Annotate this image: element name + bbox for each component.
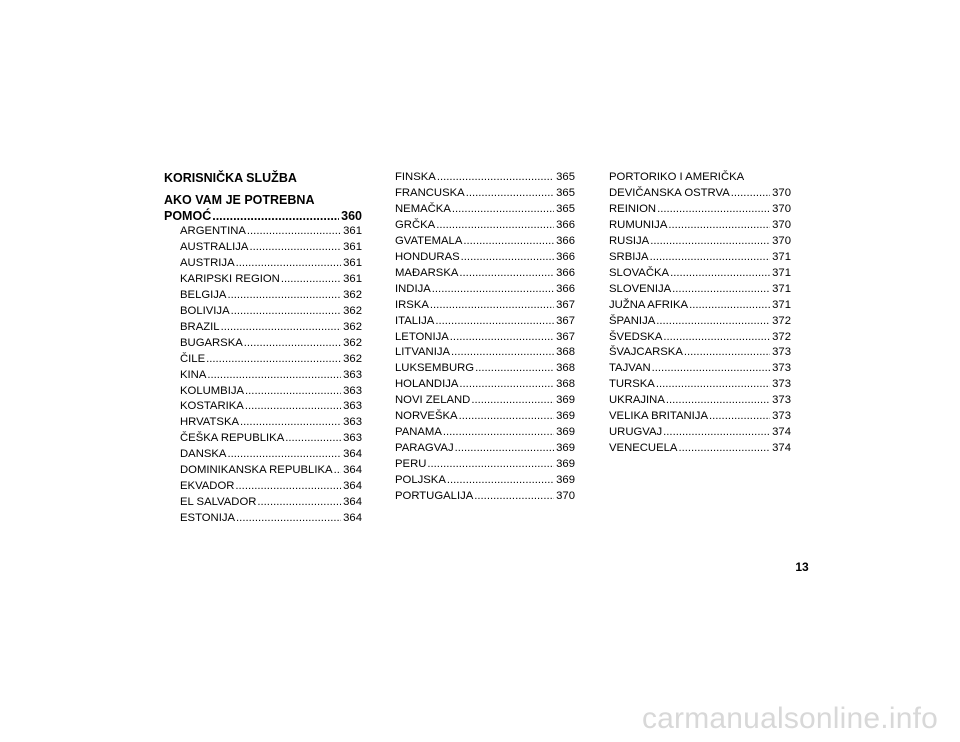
toc-entry[interactable]: [395, 361, 575, 377]
dot-leader: [663, 330, 770, 346]
toc-entry-page: 371: [772, 282, 791, 295]
toc-entry[interactable]: [164, 352, 362, 368]
toc-entry-page: 373: [772, 378, 791, 391]
toc-entry[interactable]: [395, 330, 575, 346]
toc-entry-name: KOSTARIKA: [180, 400, 244, 413]
toc-entry-page: 370: [772, 234, 791, 247]
toc-entry[interactable]: [395, 282, 575, 298]
toc-entry-page: 362: [343, 336, 362, 349]
toc-entry-page: 364: [343, 464, 362, 477]
dot-leader: [257, 495, 341, 511]
country-list-2: [395, 170, 575, 505]
toc-entry-name: KARIPSKI REGION: [180, 272, 280, 285]
toc-entry-page: 363: [343, 432, 362, 445]
toc-entry-page: 366: [556, 266, 575, 279]
subsection-entry-name: POMOĆ: [164, 209, 212, 223]
toc-entry-page: 364: [343, 480, 362, 493]
toc-entry-name: TURSKA: [609, 378, 655, 391]
dot-leader: [731, 186, 770, 202]
dot-leader: [668, 218, 770, 234]
dot-leader: [459, 266, 554, 282]
toc-entry-page: 362: [343, 288, 362, 301]
toc-entry[interactable]: [609, 330, 791, 346]
toc-entry-name: DEVIČANSKA OSTRVA: [609, 186, 730, 199]
toc-entry[interactable]: [395, 377, 575, 393]
dot-leader: [466, 186, 554, 202]
toc-entry-name: POLJSKA: [395, 474, 446, 487]
dot-leader: [249, 240, 341, 256]
section-title: KORISNIČKA SLUŽBA: [164, 171, 297, 185]
dot-leader: [684, 345, 770, 361]
dot-leader: [463, 234, 554, 250]
toc-entry[interactable]: [395, 186, 575, 202]
toc-entry-page: 369: [556, 410, 575, 423]
dot-leader: [451, 345, 554, 361]
toc-entry-name: RUMUNIJA: [609, 218, 668, 231]
dot-leader: [447, 473, 554, 489]
dot-leader: [452, 202, 554, 218]
toc-entry[interactable]: [395, 409, 575, 425]
toc-entry-name: LETONIJA: [395, 330, 449, 343]
toc-entry-name: TAJVAN: [609, 362, 651, 375]
toc-entry[interactable]: [164, 368, 362, 384]
toc-entry[interactable]: [609, 345, 791, 361]
toc-entry[interactable]: [395, 298, 575, 314]
toc-entry[interactable]: [609, 314, 791, 330]
dot-leader: [689, 298, 770, 314]
toc-entry[interactable]: [164, 288, 362, 304]
dot-leader: [666, 393, 770, 409]
dot-leader: [245, 384, 341, 400]
dot-leader: [656, 377, 770, 393]
dot-leader: [227, 288, 341, 304]
toc-entry-page: 367: [556, 330, 575, 343]
dot-leader: [435, 314, 554, 330]
toc-entry[interactable]: [395, 314, 575, 330]
toc-entry-page: 371: [772, 298, 791, 311]
dot-leader: [650, 250, 771, 266]
toc-entry[interactable]: [395, 170, 575, 186]
toc-entry[interactable]: [164, 447, 362, 463]
toc-entry-name: SLOVAČKA: [609, 266, 670, 279]
toc-entry-name: EL SALVADOR: [180, 496, 257, 509]
toc-entry-page: 362: [343, 304, 362, 317]
toc-entry[interactable]: [164, 240, 362, 256]
toc-entry-page: 361: [343, 256, 362, 269]
dot-leader: [461, 250, 554, 266]
toc-entry-name: JUŽNA AFRIKA: [609, 298, 689, 311]
toc-entry[interactable]: [164, 511, 362, 527]
toc-entry[interactable]: [395, 489, 575, 505]
toc-entry-name: GRČKA: [395, 218, 436, 231]
toc-entry-page: 367: [556, 314, 575, 327]
toc-entry-name: VELIKA BRITANIJA: [609, 410, 708, 423]
toc-entry-page: 366: [556, 250, 575, 263]
toc-entry-page: 369: [556, 442, 575, 455]
dot-leader: [663, 425, 770, 441]
dot-leader: [657, 202, 770, 218]
toc-entry-name: NORVEŠKA: [395, 410, 458, 423]
toc-entry[interactable]: [395, 234, 575, 250]
dot-leader: [430, 298, 554, 314]
toc-entry-page: 374: [772, 426, 791, 439]
subsection-title: AKO VAM JE POTREBNA: [164, 193, 315, 207]
toc-entry[interactable]: [609, 202, 791, 218]
toc-entry-name: ŠVEDSKA: [609, 330, 663, 343]
toc-entry[interactable]: [609, 298, 791, 314]
toc-entry[interactable]: [609, 361, 791, 377]
toc-entry[interactable]: [395, 425, 575, 441]
toc-entry-page: 366: [556, 218, 575, 231]
toc-entry-name: KINA: [180, 368, 207, 381]
toc-entry-name: PANAMA: [395, 426, 442, 439]
toc-entry-name-continued: PORTORIKO I AMERIČKA: [609, 171, 745, 183]
toc-entry-name: HONDURAS: [395, 250, 460, 263]
toc-entry[interactable]: [609, 266, 791, 282]
toc-entry-name: LUKSEMBURG: [395, 362, 475, 375]
toc-entry-page: 373: [772, 394, 791, 407]
toc-entry[interactable]: [395, 218, 575, 234]
dot-leader: [459, 409, 555, 425]
dot-leader: [221, 320, 342, 336]
toc-entry-name: SLOVENIJA: [609, 282, 672, 295]
toc-entry-page: 373: [772, 346, 791, 359]
dot-leader: [235, 479, 341, 495]
toc-entry-page: 370: [772, 186, 791, 199]
toc-entry-page: 372: [772, 314, 791, 327]
toc-entry[interactable]: [395, 345, 575, 361]
toc-entry-name: EKVADOR: [180, 480, 235, 493]
toc-entry-name: FRANCUSKA: [395, 186, 465, 199]
dot-leader: [247, 224, 341, 240]
dot-leader: [432, 282, 554, 298]
toc-entry[interactable]: [395, 393, 575, 409]
toc-entry-name: AUSTRIJA: [180, 256, 235, 269]
toc-entry-name: BRAZIL: [180, 320, 220, 333]
subsection-entry-page: 360: [341, 209, 362, 223]
toc-entry[interactable]: [164, 256, 362, 272]
toc-entry-page: 373: [772, 362, 791, 375]
dot-leader: [474, 489, 554, 505]
toc-entry[interactable]: [164, 463, 362, 479]
toc-entry[interactable]: [609, 282, 791, 298]
dot-leader: [656, 314, 770, 330]
toc-entry-name: BOLIVIJA: [180, 304, 230, 317]
dot-leader: [206, 352, 341, 368]
toc-entry-page: 365: [556, 186, 575, 199]
toc-entry-name: BELGIJA: [180, 288, 227, 301]
toc-entry-name: BUGARSKA: [180, 336, 243, 349]
toc-entry-page: 364: [343, 512, 362, 525]
dot-leader: [709, 409, 770, 425]
toc-column-1: [164, 170, 362, 527]
toc-entry-name: INDIJA: [395, 282, 431, 295]
toc-entry-name: NEMAČKA: [395, 202, 451, 215]
toc-entry[interactable]: [609, 425, 791, 441]
toc-entry-name: ČILE: [180, 352, 206, 365]
toc-entry-page: 370: [772, 202, 791, 215]
toc-entry-page: 361: [343, 225, 362, 237]
toc-entry-page: 368: [556, 378, 575, 391]
toc-entry[interactable]: [609, 218, 791, 234]
toc-entry-name: AUSTRALIJA: [180, 240, 249, 253]
toc-entry-name: PERU: [395, 458, 427, 471]
toc-entry[interactable]: [609, 393, 791, 409]
dot-leader: [450, 330, 554, 346]
toc-entry[interactable]: [609, 186, 791, 202]
dot-leader: [227, 447, 341, 463]
toc-entry[interactable]: [164, 384, 362, 400]
toc-entry-name: DANSKA: [180, 448, 227, 461]
dot-leader: [245, 399, 341, 415]
toc-entry-page: 372: [772, 330, 791, 343]
dot-leader: [672, 282, 770, 298]
dot-leader: [678, 441, 770, 457]
toc-entry-name: HOLANDIJA: [395, 378, 459, 391]
dot-leader: [334, 463, 342, 479]
toc-entry-name: ESTONIJA: [180, 512, 236, 525]
toc-entry[interactable]: [164, 336, 362, 352]
toc-entry-name: PARAGVAJ: [395, 442, 454, 455]
dot-leader: [236, 256, 342, 272]
toc-entry[interactable]: [164, 272, 362, 288]
toc-entry[interactable]: [164, 495, 362, 511]
toc-entry-page: 371: [772, 250, 791, 263]
toc-entry-name: MAĐARSKA: [395, 266, 459, 279]
toc-entry-page: 368: [556, 346, 575, 359]
country-list-3: [609, 186, 791, 457]
toc-entry-name: FINSKA: [395, 171, 436, 183]
toc-entry-page: 361: [343, 240, 362, 253]
dot-leader: [670, 266, 770, 282]
dot-leader: [244, 336, 341, 352]
toc-entry-page: 367: [556, 298, 575, 311]
toc-entry-name: ČEŠKA REPUBLIKA: [180, 432, 285, 445]
page-number: 13: [795, 560, 809, 574]
toc-entry-name: ŠVAJCARSKA: [609, 346, 683, 359]
dot-leader: [443, 425, 554, 441]
toc-entry[interactable]: [609, 234, 791, 250]
toc-entry-page: 370: [772, 218, 791, 231]
dot-leader: [455, 441, 555, 457]
toc-entry-name: UKRAJINA: [609, 394, 665, 407]
toc-entry[interactable]: [395, 266, 575, 282]
toc-entry-page: 365: [556, 202, 575, 215]
dot-leader: [650, 234, 770, 250]
toc-entry-page: 364: [343, 448, 362, 461]
dot-leader: [436, 218, 554, 234]
toc-entry[interactable]: [395, 441, 575, 457]
toc-entry-page: 363: [343, 368, 362, 381]
toc-entry-name: LITVANIJA: [395, 346, 451, 359]
toc-entry[interactable]: [164, 415, 362, 431]
toc-entry-name: PORTUGALIJA: [395, 490, 474, 503]
toc-entry-page: 373: [772, 410, 791, 423]
toc-entry[interactable]: [395, 473, 575, 489]
toc-entry-name: SRBIJA: [609, 250, 649, 263]
toc-entry[interactable]: [164, 399, 362, 415]
dot-leader: [427, 457, 554, 473]
toc-entry-page: 369: [556, 426, 575, 439]
toc-entry-name: NOVI ZELAND: [395, 394, 471, 407]
toc-entry-name: IRSKA: [395, 298, 429, 311]
toc-entry-page: 366: [556, 234, 575, 247]
toc-entry-page: 363: [343, 384, 362, 397]
dot-leader: [207, 368, 341, 384]
toc-entry-page: 365: [556, 171, 575, 183]
dot-leader: [281, 272, 341, 288]
toc-entry-name: URUGVAJ: [609, 426, 663, 439]
toc-entry-name: VENECUELA: [609, 442, 678, 455]
toc-entry-page: 371: [772, 266, 791, 279]
toc-column-3: [609, 170, 791, 457]
country-list-1: [164, 224, 362, 527]
toc-entry[interactable]: [609, 250, 791, 266]
toc-entry-page: 370: [556, 490, 575, 503]
toc-entry[interactable]: [164, 479, 362, 495]
toc-entry-name: HRVATSKA: [180, 416, 240, 429]
toc-entry-page: 363: [343, 416, 362, 429]
toc-entry[interactable]: [164, 320, 362, 336]
toc-entry-page: 374: [772, 442, 791, 455]
toc-entry-name: GVATEMALA: [395, 234, 463, 247]
toc-entry-page: 364: [343, 496, 362, 509]
toc-entry-page: 362: [343, 352, 362, 365]
toc-entry[interactable]: [164, 224, 362, 240]
toc-entry-name: ARGENTINA: [180, 225, 246, 237]
toc-entry[interactable]: [609, 377, 791, 393]
toc-entry[interactable]: [164, 304, 362, 320]
dot-leader: [652, 361, 771, 377]
dot-leader: [231, 304, 342, 320]
toc-entry-page: 369: [556, 458, 575, 471]
toc-entry-page: 368: [556, 362, 575, 375]
toc-entry[interactable]: [164, 431, 362, 447]
watermark: carmanualsonline.info: [641, 702, 938, 735]
toc-entry-page: 363: [343, 400, 362, 413]
toc-entry-page: 366: [556, 282, 575, 295]
toc-entry-page: 361: [343, 272, 362, 285]
dot-leader: [236, 511, 341, 527]
toc-entry-page: 369: [556, 394, 575, 407]
dot-leader: [437, 170, 554, 186]
toc-entry-page: 369: [556, 474, 575, 487]
toc-entry-name: ITALIJA: [395, 314, 435, 327]
toc-entry[interactable]: [609, 409, 791, 425]
dot-leader: [471, 393, 554, 409]
dot-leader: [240, 415, 341, 431]
toc-entry-name: ŠPANIJA: [609, 314, 656, 327]
toc-entry[interactable]: [395, 457, 575, 473]
dot-leader: [212, 208, 339, 224]
toc-column-2: [395, 170, 575, 505]
dot-leader: [285, 431, 341, 447]
toc-entry-name: KOLUMBIJA: [180, 384, 245, 397]
toc-entry-name: REINION: [609, 202, 657, 215]
toc-entry-page: 362: [343, 320, 362, 333]
dot-leader: [475, 361, 554, 377]
toc-entry-name: DOMINIKANSKA REPUBLIKA: [180, 464, 333, 477]
toc-entry[interactable]: [395, 202, 575, 218]
toc-entry[interactable]: [395, 250, 575, 266]
toc-entry[interactable]: [609, 441, 791, 457]
dot-leader: [459, 377, 554, 393]
toc-entry-name: RUSIJA: [609, 234, 650, 247]
subsection-entry[interactable]: [164, 208, 362, 224]
